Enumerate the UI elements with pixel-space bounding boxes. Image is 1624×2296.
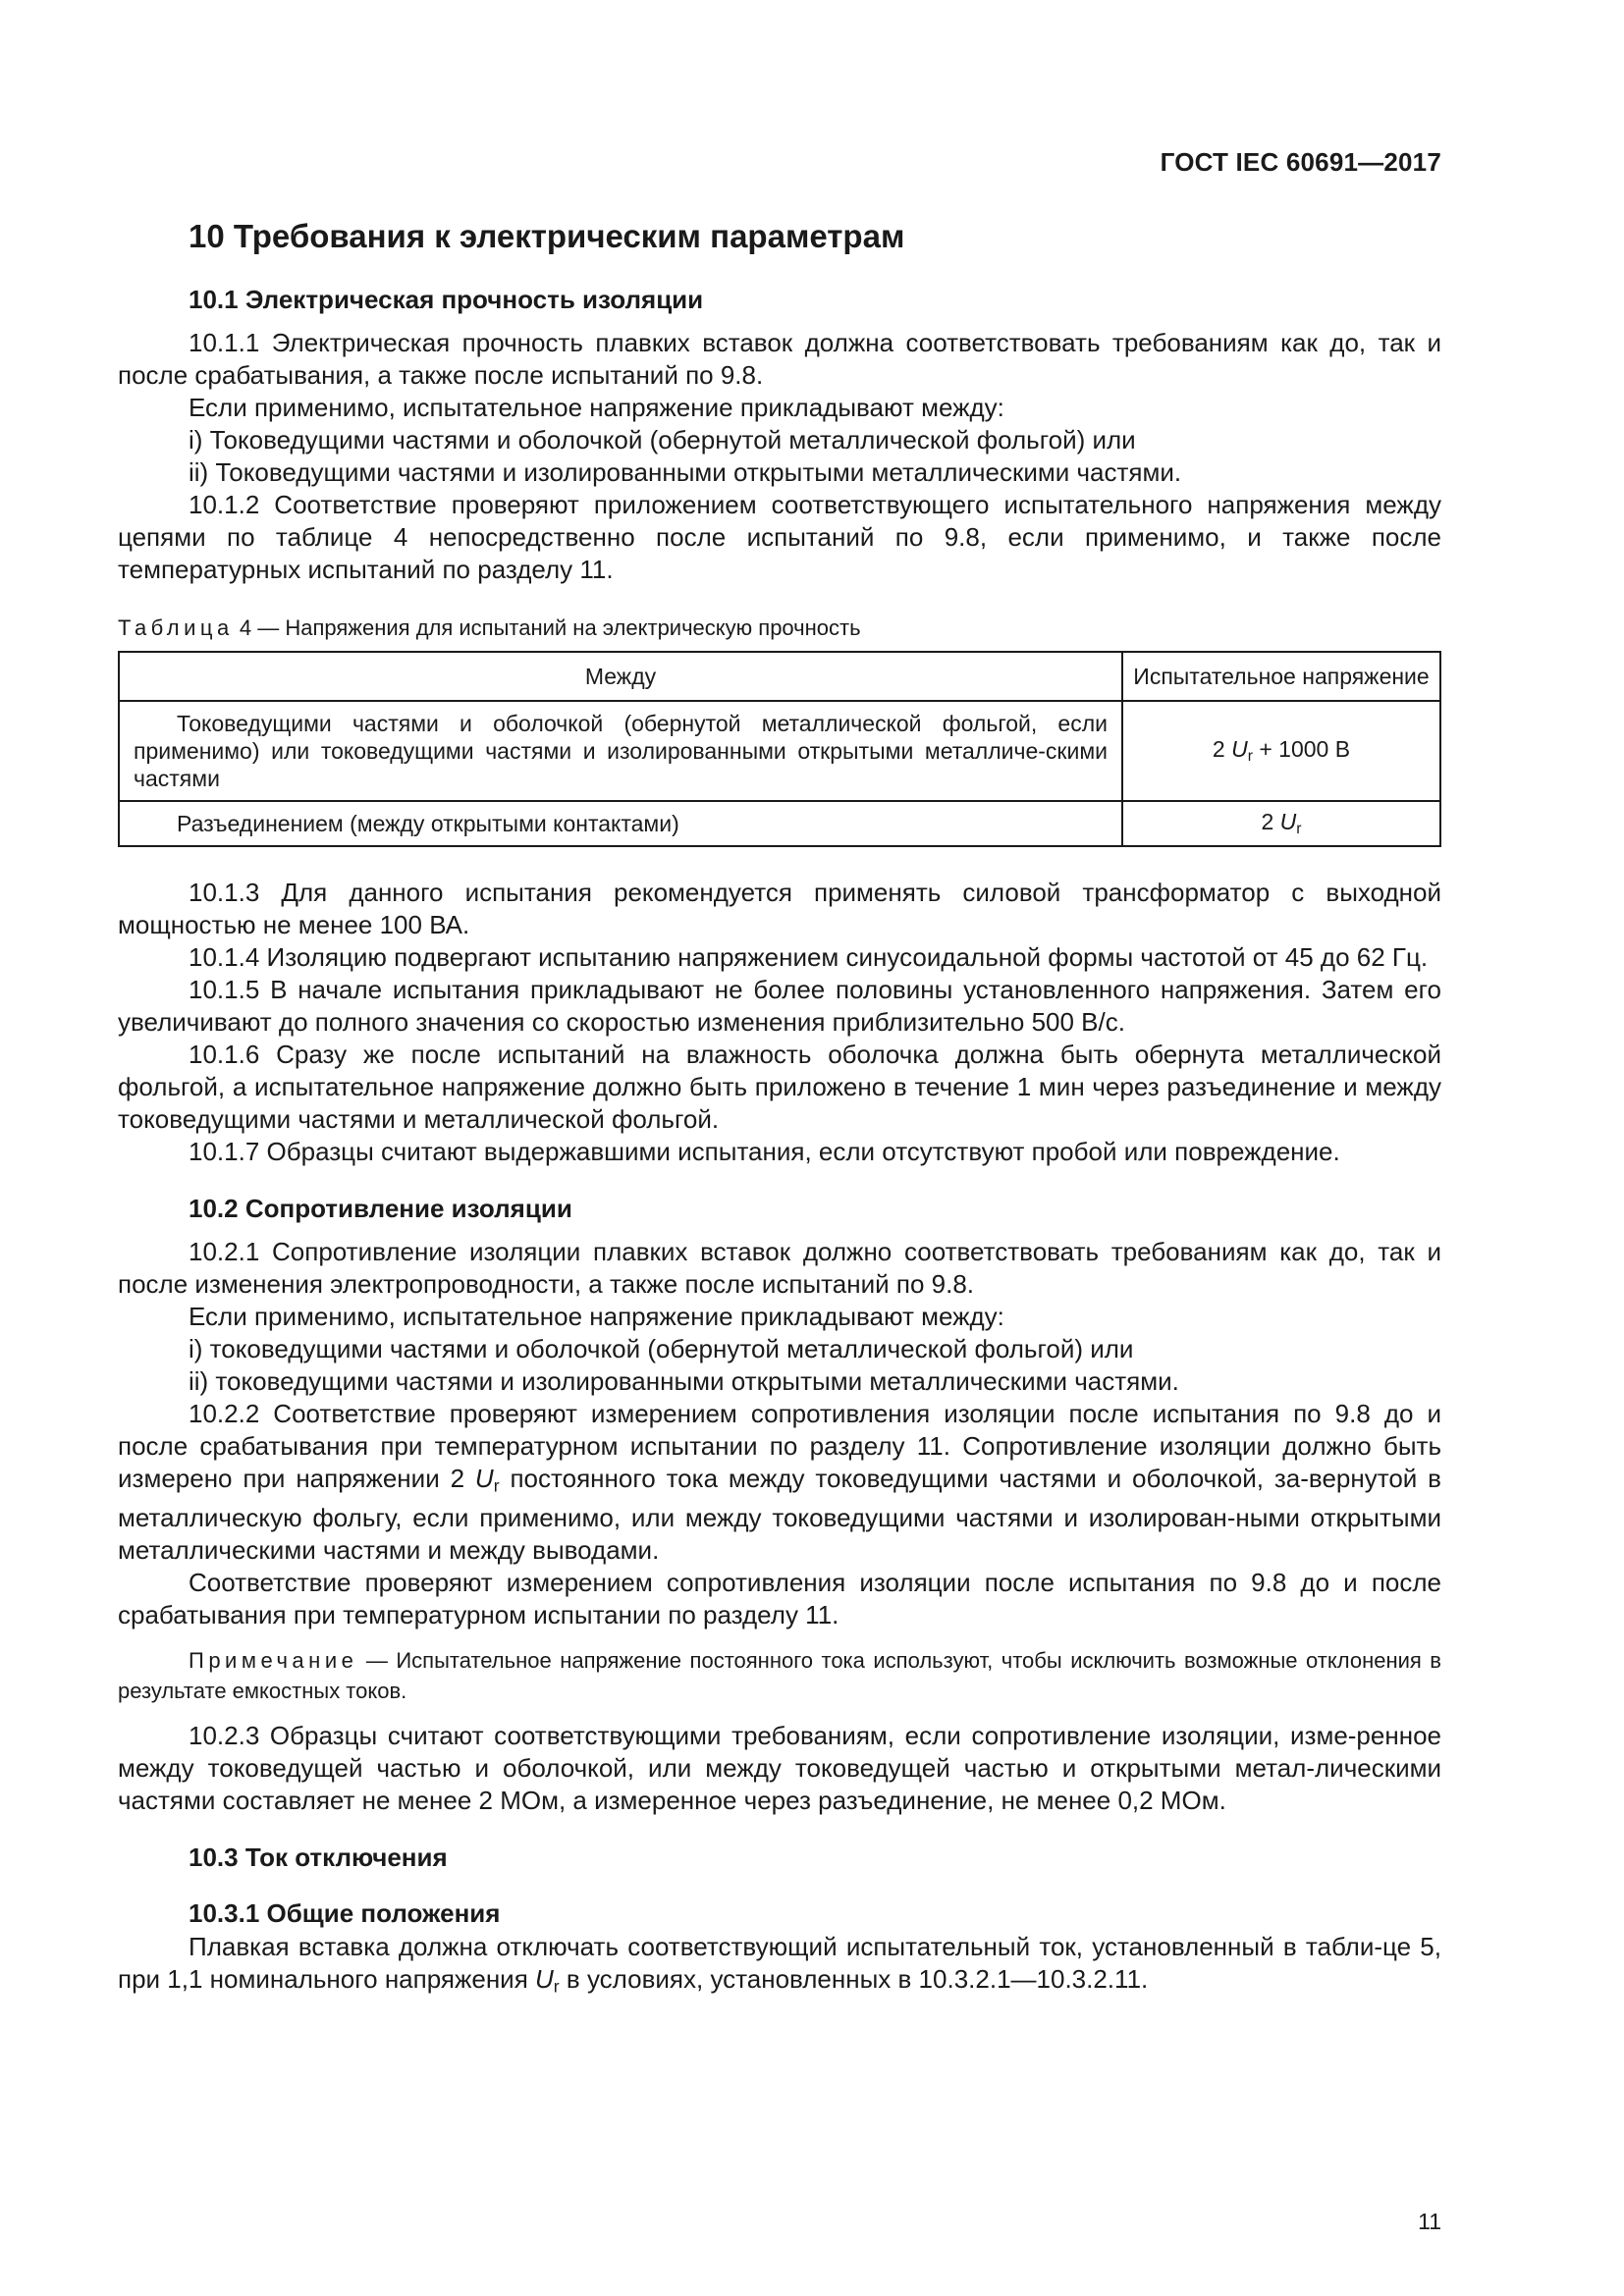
list-item-i: i) токоведущими частями и оболочкой (обернутой металлической фольгой) или xyxy=(189,1334,1134,1363)
table-cell-description: Разъединением (между открытыми контактами) xyxy=(119,801,1122,846)
paragraph-compliance-check: Соответствие проверяют измерением сопротивления изоляции после испытания по 9.8 до и после срабатывания при температурном испытании по разделу 11. xyxy=(118,1568,1441,1630)
page-number: 11 xyxy=(1418,2209,1441,2234)
table-header-between: Между xyxy=(119,652,1122,701)
paragraph-applied-between: Если применимо, испытательное напряжение прикладывают между: xyxy=(189,1302,1004,1331)
paragraph-10-1-4: 10.1.4 Изоляцию подвергают испытанию напряжением синусоидальной формы частотой от 45 до 62 Гц. xyxy=(189,942,1429,972)
paragraph-10-1-2: 10.1.2 Соответствие проверяют приложением соответствующего испытательного напряжения между цепями по таблице 4 непосредственно после испытаний по 9.8, если применимо, и также после температурных испытаний по разделу 11. xyxy=(118,490,1441,584)
subsection-title-10-1: 10.1 Электрическая прочность изоляции xyxy=(189,285,704,314)
paragraph-10-1-6: 10.1.6 Сразу же после испытаний на влажность оболочка должна быть обернута металлической фольгой, а испытательное напряжение должно быть приложено в течение 1 мин через разъединение и между токоведущими частями и металлической фольгой. xyxy=(118,1040,1441,1134)
list-item-ii: ii) токоведущими частями и изолированными открытыми металлическими частями. xyxy=(189,1366,1179,1396)
voltage-table xyxy=(118,651,1441,847)
note-text: — Испытательное напряжение постоянного тока используют, чтобы исключить возможные отклонения в результате емкостных токов. xyxy=(118,1648,1441,1704)
paragraph-10-1-3: 10.1.3 Для данного испытания рекомендуется применять силовой трансформатор с выходной мощностью не менее 100 ВА. xyxy=(118,878,1441,939)
note-word: Примечание xyxy=(189,1648,358,1674)
list-item-i: i) Токоведущими частями и оболочкой (обернутой металлической фольгой) или xyxy=(189,425,1136,454)
paragraph-10-1-5: 10.1.5 В начале испытания прикладывают не более половины установленного напряжения. Затем его увеличивают до полного значения со скоростью изменения приблизительно 500 В/с. xyxy=(118,975,1441,1037)
paragraph-10-1-7: 10.1.7 Образцы считают выдержавшими испытания, если отсутствуют пробой или повреждение. xyxy=(189,1137,1340,1166)
table-caption-word: Таблица xyxy=(118,615,234,640)
subsection-title-10-2: 10.2 Сопротивление изоляции xyxy=(189,1194,572,1223)
note xyxy=(118,1645,1441,1706)
list-item-ii: ii) Токоведущими частями и изолированными открытыми металлическими частями. xyxy=(189,457,1182,487)
table-cell-voltage: 2 $U_r$ xyxy=(1122,801,1440,846)
document-id-header: ГОСТ IEC 60691—2017 xyxy=(1160,147,1441,177)
paragraph-10-2-2: 10.2.2 Соответствие проверяют измерением сопротивления изоляции после испытания по 9.8 до и после срабатывания при температурном испытании по разделу 11. Сопротивление изоляции должно быть измерено при напряжении 2 $U_r$ постоянного тока между токоведущими частями и оболочкой, за-вернутой в металлическую фольгу, если применимо, или между токоведущими частями и изолирован-ными открытыми металлическими частями и между выводами. xyxy=(118,1399,1441,1566)
subsection-title-10-3: 10.3 Ток отключения xyxy=(189,1842,448,1873)
table-caption xyxy=(118,615,1441,641)
table-cell-description: Токоведущими частями и оболочкой (обернутой металлической фольгой, если применимо) или токоведущими частями и изолированными открытыми металличе-скими частями xyxy=(119,701,1122,801)
subsection-title-10-3-1: 10.3.1 Общие положения xyxy=(189,1898,501,1929)
paragraph-10-2-1: 10.2.1 Сопротивление изоляции плавких вставок должно соответствовать требованиям как до, так и после изменения электропроводности, а также после испытаний по 9.8. xyxy=(118,1237,1441,1299)
page-content xyxy=(118,218,1441,2003)
paragraph-10-2-3: 10.2.3 Образцы считают соответствующими требованиям, если сопротивление изоляции, изме-ренное между токоведущей частью и оболочкой, или между токоведущей частью и открытыми метал-лическими частями составляет не менее 2 МОм, а измеренное через разъединение, не менее 0,2 МОм. xyxy=(118,1721,1441,1816)
table-header-test-voltage: Испытательное напряжение xyxy=(1122,652,1440,701)
paragraph-10-1-1: 10.1.1 Электрическая прочность плавких вставок должна соответствовать требованиям как до, так и после срабатывания, а также после испытаний по 9.8. xyxy=(118,328,1441,390)
paragraph-applied-between: Если применимо, испытательное напряжение прикладывают между: xyxy=(189,393,1004,422)
table-row xyxy=(119,701,1440,801)
section-title: 10 Требования к электрическим параметрам xyxy=(189,218,905,254)
table-header-row xyxy=(119,652,1440,701)
table-caption-text: 4 — Напряжения для испытаний на электрическую прочность xyxy=(233,615,861,640)
table-row xyxy=(119,801,1440,846)
table-cell-voltage: 2 $U_r + 1000$ В xyxy=(1122,701,1440,801)
paragraph-10-3-1: Плавкая вставка должна отключать соответствующий испытательный ток, установленный в табли-це 5, при 1,1 номинального напряжения $U_r$ в условиях, установленных в 10.3.2.1—10.3.2.11. xyxy=(118,1932,1441,1997)
